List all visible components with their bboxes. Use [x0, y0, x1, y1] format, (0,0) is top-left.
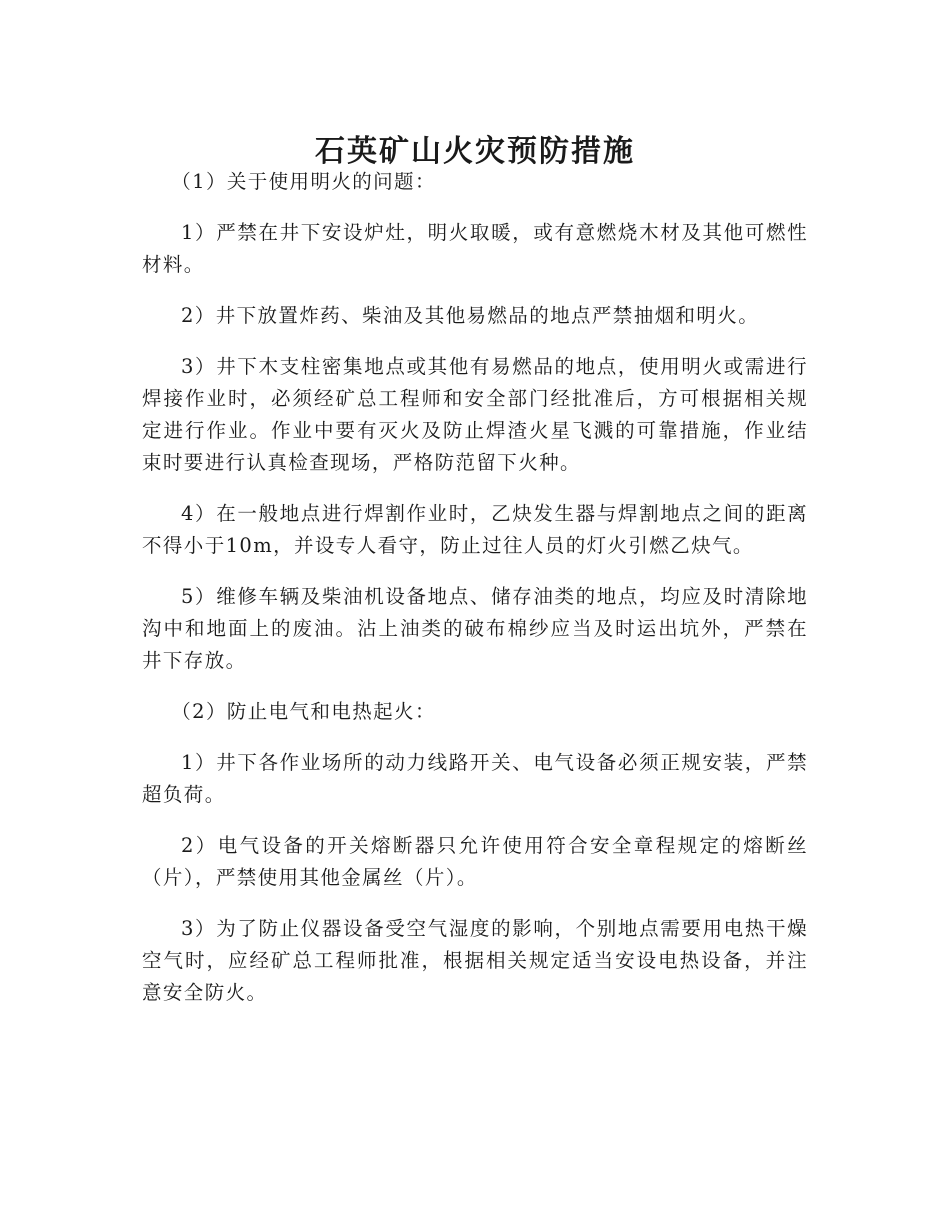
document-body	[142, 166, 808, 1028]
paragraph: 2）井下放置炸药、柴油及其他易燃品的地点严禁抽烟和明火。	[181, 304, 760, 327]
document-title: 石英矿山火灾预防措施	[315, 134, 635, 170]
paragraph: 2）电气设备的开关熔断器只允许使用符合安全章程规定的熔断丝（片），严禁使用其他金属丝（片）。	[142, 834, 808, 889]
paragraph: 3）井下木支柱密集地点或其他有易燃品的地点，使用明火或需进行焊接作业时，必须经矿总工程师和安全部门经批准后，方可根据相关规定进行作业。作业中要有灭火及防止焊渣火星飞溅的可靠措施，作业结束时要进行认真检查现场，严格防范留下火种。	[142, 355, 808, 474]
paragraph: 5）维修车辆及柴油机设备地点、储存油类的地点，均应及时清除地沟中和地面上的废油。沾上油类的破布棉纱应当及时运出坑外，严禁在井下存放。	[142, 585, 808, 672]
paragraph: 3）为了防止仪器设备受空气湿度的影响，个别地点需要用电热干燥空气时，应经矿总工程师批准，根据相关规定适当安设电热设备，并注意安全防火。	[142, 917, 808, 1004]
paragraph: 1）严禁在井下安设炉灶，明火取暖，或有意燃烧木材及其他可燃性材料。	[142, 221, 808, 276]
paragraph: 4）在一般地点进行焊割作业时，乙炔发生器与焊割地点之间的距离不得小于10m，并设专人看守，防止过往人员的灯火引燃乙炔气。	[142, 502, 808, 557]
section-heading-electrical: （2）防止电气和电热起火：	[171, 700, 436, 723]
section-heading-fire-use: （1）关于使用明火的问题：	[171, 170, 436, 193]
paragraph: 1）井下各作业场所的动力线路开关、电气设备必须正规安装，严禁超负荷。	[142, 751, 808, 806]
